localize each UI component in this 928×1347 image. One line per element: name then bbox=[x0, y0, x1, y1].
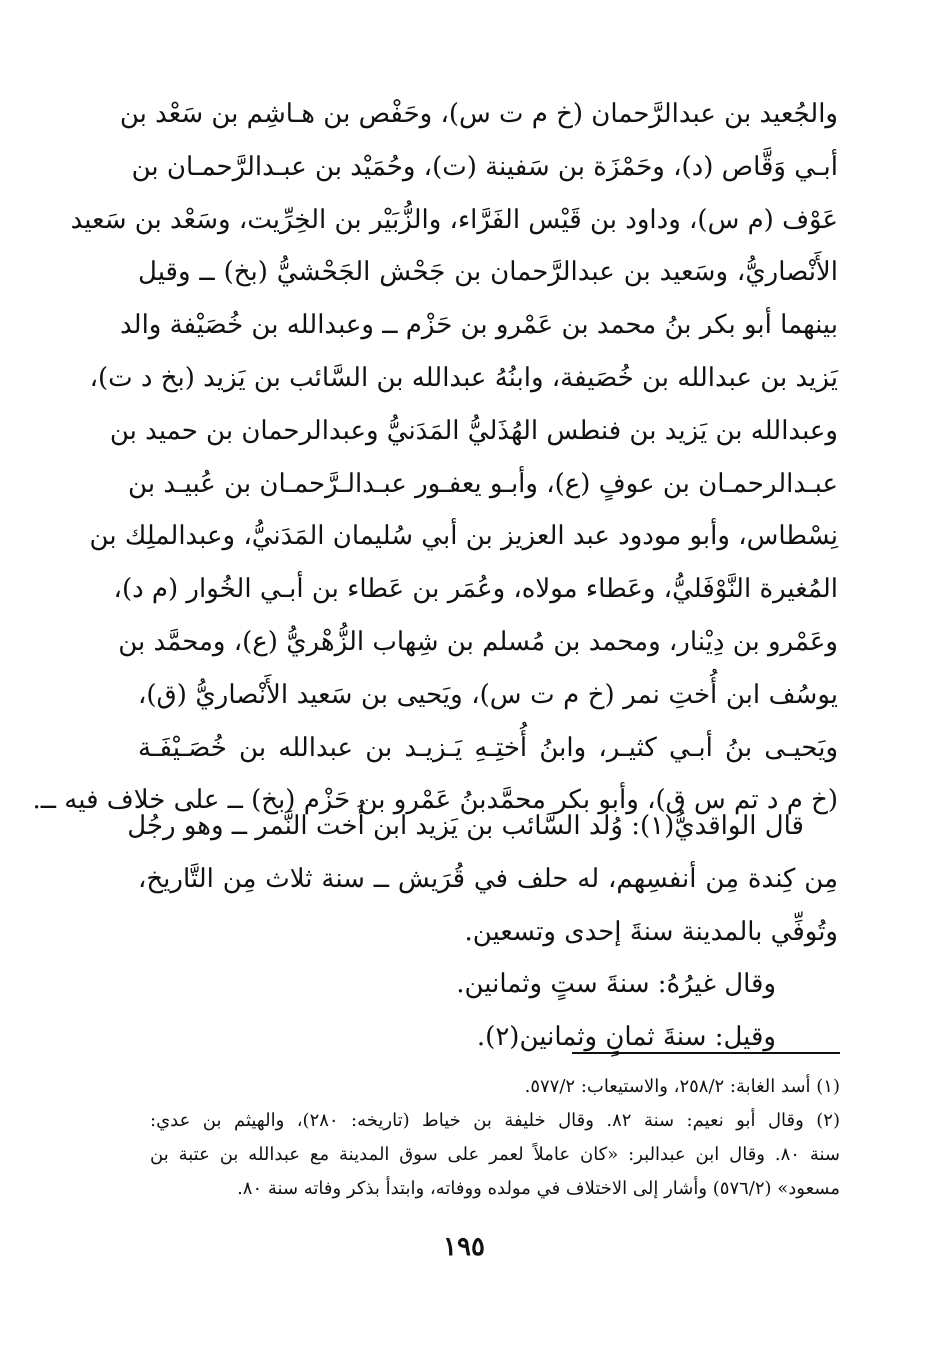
text-line: وتُوفِّي بالمدينة سنةَ إحدى وتسعين. bbox=[464, 916, 838, 947]
text-line: عَوْف (م س)، وداود بن قَيْس الفَرَّاء، والزُّبَيْر بن الخِرِّيت، وسَعْد بن سَعيد bbox=[70, 204, 838, 235]
footnote-line: (٢) وقال أبو نعيم: سنة ٨٢. وقال خليفة بن خياط (تاريخه: ٢٨٠)، والهيثم بن عدي: bbox=[150, 1110, 840, 1131]
footnote-line: سنة ٨٠. وقال ابن عبدالبر: «كان عاملاً لعمر على سوق المدينة مع عبدالله بن عتبة بن bbox=[150, 1144, 840, 1165]
footnote-line: (١) أسد الغابة: ٢٥٨/٢، والاستيعاب: ٥٧٧/٢. bbox=[524, 1076, 840, 1097]
text-line: الأَنْصاريُّ، وسَعيد بن عبدالرَّحمان بن جَحْش الجَحْشيُّ (بخ) ــ وقيل bbox=[138, 257, 838, 288]
text-line: (خ م د تم س ق)، وأبو بكر محمَّدبنُ عَمْرو بن حَزْم (بخ) ــ على خلاف فيه ــ. bbox=[32, 785, 838, 816]
footnote-line: مسعود» (٥٧٦/٢) وأشار إلى الاختلاف في مولده ووفاته، وابتدأ بذكر وفاته سنة ٨٠. bbox=[237, 1178, 840, 1199]
text-line: وعبدالله بن يَزيد بن فنطس الهُذَليُّ المَدَنيُّ وعبدالرحمان بن حميد بن bbox=[109, 415, 838, 446]
text-line: والجُعيد بن عبدالرَّحمان (خ م ت س)، وحَفْص بن هـاشِم بن سَعْد بن bbox=[119, 99, 838, 129]
text-line: وقيل: سنةَ ثمانٍ وثمانين(٢). bbox=[476, 1022, 776, 1053]
footnotes bbox=[150, 1070, 840, 1206]
text-line: عبـدالرحمـان بن عوفٍ (ع)، وأبـو يعفـور عبـدالـرَّحمـان بن عُبيـد بن bbox=[128, 468, 838, 499]
text-line: وعَمْرو بن دِيْنار، ومحمد بن مُسلم بن شِهاب الزُّهْريُّ (ع)، ومحمَّد بن bbox=[118, 626, 838, 657]
text-line: بينهما أبو بكر بنُ محمد بن عَمْرو بن حَزْم ــ وعبدالله بن خُصَيْفة والد bbox=[120, 310, 838, 341]
text-line: مِن كِندة مِن أنفسِهم، له حلف في قُرَيش ــ سنة ثلاث مِن التَّاريخ، bbox=[138, 863, 838, 894]
text-line: يَزيد بن عبدالله بن خُصَيفة، وابنُهُ عبدالله بن السَّائب بن يَزيد (بخ د ت)، bbox=[89, 362, 838, 393]
page-number: ١٩٥ bbox=[443, 1232, 485, 1262]
waqidi-paragraph bbox=[127, 800, 838, 1064]
text-line: أبـي وَقَّاص (د)، وحَمْزَة بن سَفينة (ت)، وحُمَيْد بن عبـدالرَّحمـان بن bbox=[131, 151, 838, 182]
footnote-separator bbox=[572, 1052, 840, 1054]
text-line: وقال غيرُهُ: سنةَ ستٍ وثمانين. bbox=[456, 969, 776, 1000]
text-line: قال الواقديُّ(١): وُلد السَّائب بن يَزيد ابن أُخت النَّمر ــ وهو رجُل bbox=[127, 811, 804, 841]
text-line: المُغيرة النَّوْفَليُّ، وعَطاء مولاه، وعُمَر بن عَطاء بن أبـي الخُوار (م د)، bbox=[113, 574, 838, 605]
main-paragraph bbox=[32, 88, 838, 827]
text-line: نِسْطاس، وأبو مودود عبد العزيز بن أبي سُليمان المَدَنيُّ، وعبدالملِك بن bbox=[89, 521, 838, 552]
text-line: ويَحيـى بنُ أبـي كثيـر، وابنُ أُختِـهِ يَـزيـد بن عبدالله بن خُصَـيْفَـة bbox=[138, 732, 838, 763]
text-line: يوسُف ابن أُختِ نمر (خ م ت س)، ويَحيى بن سَعيد الأَنْصاريُّ (ق)، bbox=[138, 679, 838, 710]
